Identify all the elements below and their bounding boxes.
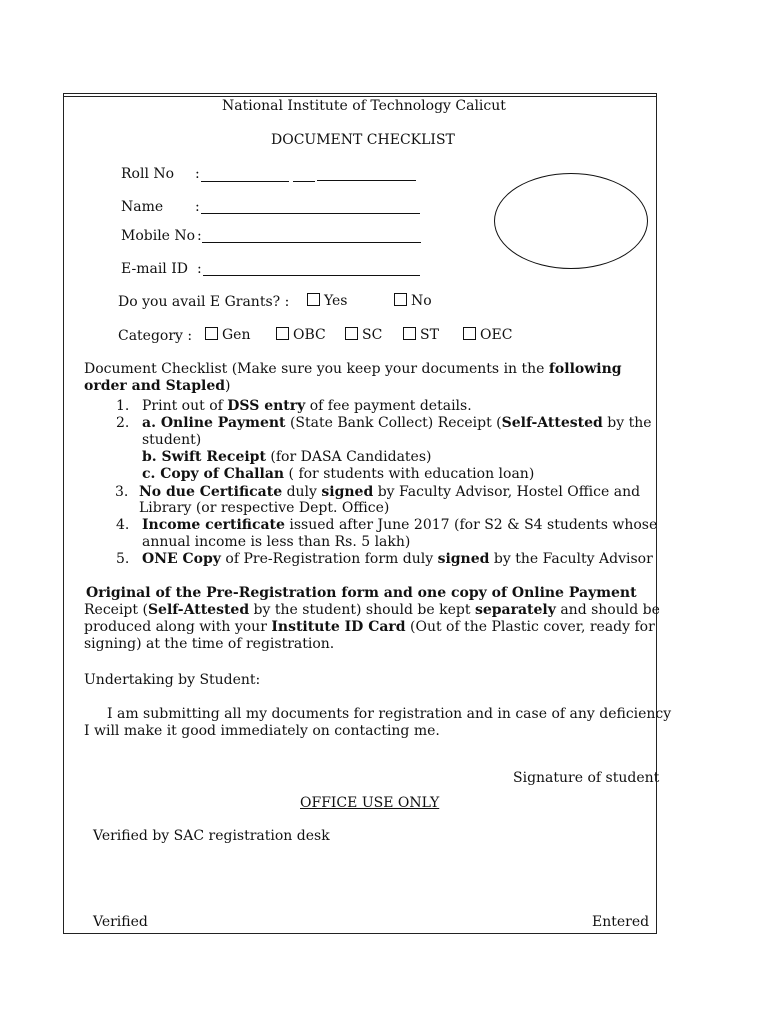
category-obc-option[interactable] bbox=[276, 327, 326, 344]
item-text: of fee payment details. bbox=[305, 398, 472, 414]
checklist-intro-line1 bbox=[84, 361, 622, 378]
egrants-question: Do you avail E Grants? : bbox=[118, 294, 290, 310]
category-label: Category : bbox=[118, 328, 193, 344]
item-text: duly bbox=[282, 484, 322, 500]
roll-no-field-c[interactable] bbox=[317, 180, 416, 181]
category-st-option[interactable] bbox=[403, 327, 439, 344]
item-bold: No due Certificate bbox=[139, 484, 283, 500]
name-field[interactable] bbox=[201, 213, 420, 214]
gen-label: Gen bbox=[222, 327, 251, 343]
institute-name: National Institute of Technology Calicut bbox=[222, 98, 506, 114]
checklist-item-3 bbox=[139, 484, 640, 501]
item-number: 4. bbox=[116, 517, 130, 533]
obc-label: OBC bbox=[293, 327, 326, 343]
item-number: 5. bbox=[116, 551, 130, 567]
gen-checkbox[interactable] bbox=[205, 327, 218, 340]
intro-bold: following bbox=[548, 361, 622, 377]
note-text: Receipt ( bbox=[84, 602, 148, 618]
note-text: and should be bbox=[555, 602, 660, 618]
note-text: (Out of the Plastic cover, ready for bbox=[405, 619, 655, 635]
roll-no-label: Roll No bbox=[121, 166, 175, 182]
item-bold: signed bbox=[321, 484, 374, 500]
original-note-line4: signing) at the time of registration. bbox=[84, 636, 335, 652]
note-bold: separately bbox=[474, 602, 556, 618]
original-note-line1 bbox=[86, 585, 637, 602]
intro-text: Document Checklist (Make sure you keep your documents in the bbox=[84, 361, 549, 377]
item-bold: a. Online Payment bbox=[142, 415, 286, 431]
signature-label: Signature of student bbox=[513, 770, 660, 786]
item-number: 2. bbox=[116, 415, 130, 431]
undertaking-line1: I am submitting all my documents for registration and in case of any deficiency bbox=[107, 706, 672, 722]
item-bold: b. Swift Receipt bbox=[142, 449, 266, 465]
checklist-intro-line2 bbox=[84, 378, 231, 395]
checklist-item-2c bbox=[142, 466, 534, 483]
category-gen-option[interactable] bbox=[205, 327, 251, 344]
oec-checkbox[interactable] bbox=[463, 327, 476, 340]
intro-bold-2: order and Stapled bbox=[84, 378, 226, 394]
photo-placeholder bbox=[494, 173, 648, 269]
item-text: by the bbox=[602, 415, 652, 431]
egrants-yes-option[interactable] bbox=[307, 293, 348, 310]
no-checkbox[interactable] bbox=[394, 293, 407, 306]
sc-checkbox[interactable] bbox=[345, 327, 358, 340]
item-text: (for DASA Candidates) bbox=[265, 449, 432, 465]
item-bold: Self-Attested bbox=[501, 415, 603, 431]
item-number: 1. bbox=[116, 398, 130, 414]
yes-checkbox[interactable] bbox=[307, 293, 320, 306]
verified-by-label: Verified by SAC registration desk bbox=[93, 828, 330, 844]
st-checkbox[interactable] bbox=[403, 327, 416, 340]
item-bold: ONE Copy bbox=[142, 551, 221, 567]
egrants-no-option[interactable] bbox=[394, 293, 432, 310]
intro-close: ) bbox=[225, 378, 231, 394]
checklist-item-5 bbox=[142, 551, 653, 568]
checklist-item-4-cont: annual income is less than Rs. 5 lakh) bbox=[142, 534, 411, 550]
item-bold: signed bbox=[437, 551, 490, 567]
yes-label: Yes bbox=[324, 293, 348, 309]
note-bold: Self-Attested bbox=[147, 602, 250, 618]
checklist-item-2a bbox=[142, 415, 652, 432]
verified-label: Verified bbox=[93, 914, 148, 930]
item-text: Print out of bbox=[142, 398, 228, 414]
item-text: by Faculty Advisor, Hostel Office and bbox=[373, 484, 641, 500]
note-bold: Original of the Pre-Registration form and one copy of Online Payment bbox=[86, 585, 637, 601]
item-number: 3. bbox=[115, 484, 129, 500]
name-label: Name bbox=[121, 199, 164, 215]
item-text: ( for students with education loan) bbox=[284, 466, 535, 482]
note-text: by the student) should be kept bbox=[249, 602, 475, 618]
email-field[interactable] bbox=[203, 275, 420, 276]
item-bold: c. Copy of Challan bbox=[142, 466, 285, 482]
st-label: ST bbox=[420, 327, 439, 343]
note-text: produced along with your bbox=[84, 619, 272, 635]
roll-no-colon: : bbox=[195, 166, 200, 182]
item-text: (State Bank Collect) Receipt ( bbox=[285, 415, 502, 431]
checklist-item-2b bbox=[142, 449, 431, 466]
email-label: E-mail ID bbox=[121, 261, 188, 277]
item-text: of Pre-Registration form duly bbox=[220, 551, 438, 567]
obc-checkbox[interactable] bbox=[276, 327, 289, 340]
item-bold: DSS entry bbox=[227, 398, 306, 414]
original-note-line2 bbox=[84, 602, 660, 619]
oec-label: OEC bbox=[480, 327, 513, 343]
item-text: issued after June 2017 (for S2 & S4 students whose bbox=[284, 517, 658, 533]
checklist-item-4 bbox=[142, 517, 657, 534]
no-label: No bbox=[411, 293, 432, 309]
sc-label: SC bbox=[362, 327, 383, 343]
email-colon: : bbox=[197, 261, 202, 277]
checklist-item-3-cont: Library (or respective Dept. Office) bbox=[139, 500, 390, 516]
item-text: by the Faculty Advisor bbox=[489, 551, 653, 567]
roll-no-field-a[interactable] bbox=[201, 181, 289, 182]
checklist-item-1 bbox=[142, 398, 472, 415]
name-colon: : bbox=[195, 199, 200, 215]
note-bold: Institute ID Card bbox=[271, 619, 406, 635]
roll-no-field-b[interactable] bbox=[293, 181, 315, 182]
item-bold: Income certificate bbox=[142, 517, 285, 533]
category-oec-option[interactable] bbox=[463, 327, 512, 344]
original-note-line3 bbox=[84, 619, 655, 636]
entered-label: Entered bbox=[592, 914, 650, 930]
undertaking-heading: Undertaking by Student: bbox=[84, 672, 261, 688]
category-sc-option[interactable] bbox=[345, 327, 382, 344]
office-use-heading: OFFICE USE ONLY bbox=[300, 795, 440, 811]
mobile-no-colon: : bbox=[197, 228, 202, 244]
checklist-item-2a-cont: student) bbox=[142, 432, 202, 448]
form-title: DOCUMENT CHECKLIST bbox=[271, 132, 455, 148]
mobile-no-label: Mobile No bbox=[121, 228, 196, 244]
mobile-no-field[interactable] bbox=[202, 242, 421, 243]
undertaking-line2: I will make it good immediately on contacting me. bbox=[84, 723, 440, 739]
